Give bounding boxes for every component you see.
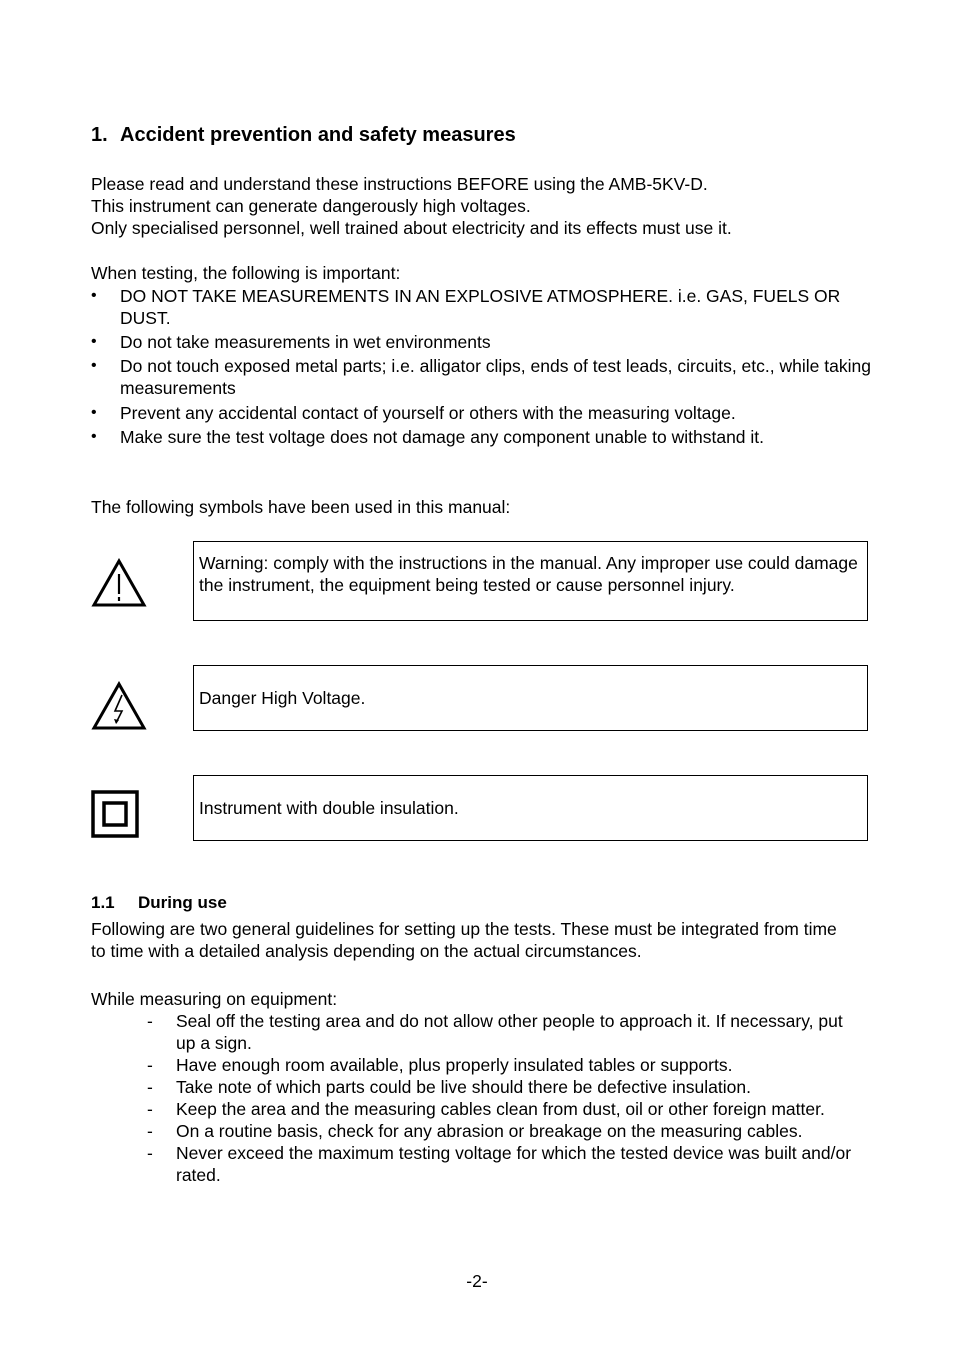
list-item: - Have enough room available, plus properly insulated tables or supports.	[147, 1055, 733, 1075]
intro-paragraph	[91, 173, 732, 239]
section-title: Accident prevention and safety measures	[120, 124, 516, 146]
safety-bullet-list	[91, 285, 881, 450]
bullet-icon: •	[91, 333, 97, 350]
intro-line: Please read and understand these instructions BEFORE using the AMB-5KV-D.	[91, 174, 708, 194]
double-insulation-icon	[91, 790, 141, 840]
list-item: - Seal off the testing area and do not allow other people to approach it. If necessary, put up a sign.	[147, 1011, 843, 1053]
subsection-title: During use	[138, 893, 227, 912]
warning-symbol-box	[193, 541, 868, 621]
double-insulation-symbol-box	[193, 775, 868, 841]
warning-description: Warning: comply with the instructions in the manual. Any improper use could damage the instrument, the equipment being tested or cause personnel injury.	[199, 553, 858, 595]
bullet-icon: •	[91, 287, 97, 304]
list-item: - Keep the area and the measuring cables clean from dust, oil or other foreign matter.	[147, 1099, 825, 1119]
list-item: • DO NOT TAKE MEASUREMENTS IN AN EXPLOSIVE ATMOSPHERE. i.e. GAS, FUELS OR DUST.	[91, 286, 841, 328]
dash-marker: -	[147, 1143, 153, 1163]
list-item: - Take note of which parts could be live should there be defective insulation.	[147, 1077, 751, 1097]
high-voltage-description: Danger High Voltage.	[199, 688, 366, 708]
list-item: • Make sure the test voltage does not damage any component unable to withstand it.	[91, 427, 765, 447]
dash-marker: -	[147, 1099, 153, 1119]
dash-marker: -	[147, 1121, 153, 1141]
double-insulation-description: Instrument with double insulation.	[199, 798, 459, 818]
dash-marker: -	[147, 1077, 153, 1097]
warning-triangle-icon	[91, 558, 147, 608]
intro-line: Only specialised personnel, well trained about electricity and its effects must use it.	[91, 218, 732, 238]
section-number: 1.	[91, 124, 108, 146]
list-item: • Do not touch exposed metal parts; i.e. alligator clips, ends of test leads, circuits, etc., while taking measurements	[91, 356, 871, 398]
testing-lead: When testing, the following is important:	[91, 263, 401, 283]
subsection-number: 1.1	[91, 893, 115, 912]
dash-marker: -	[147, 1055, 153, 1075]
guidelines-paragraph: Following are two general guidelines for setting up the tests. These must be integrated from time to time with a detailed analysis depending on the actual circumstances.	[91, 919, 837, 961]
measuring-lead: While measuring on equipment:	[91, 989, 338, 1009]
bullet-icon: •	[91, 404, 97, 421]
high-voltage-icon	[91, 681, 147, 731]
measuring-dash-list	[147, 1010, 867, 1186]
page-number: -2-	[466, 1271, 488, 1291]
dash-marker: -	[147, 1011, 153, 1031]
high-voltage-symbol-box	[193, 665, 868, 731]
intro-line: This instrument can generate dangerously high voltages.	[91, 196, 531, 216]
list-item: • Do not take measurements in wet environments	[91, 332, 491, 352]
list-item: • Prevent any accidental contact of yourself or others with the measuring voltage.	[91, 403, 736, 423]
symbols-lead: The following symbols have been used in this manual:	[91, 497, 511, 517]
section-heading	[91, 122, 516, 148]
subsection-heading	[91, 892, 227, 914]
bullet-icon: •	[91, 357, 97, 374]
bullet-icon: •	[91, 428, 97, 445]
list-item: - Never exceed the maximum testing voltage for which the tested device was built and/or rated.	[147, 1143, 852, 1185]
list-item: - On a routine basis, check for any abrasion or breakage on the measuring cables.	[147, 1121, 803, 1141]
